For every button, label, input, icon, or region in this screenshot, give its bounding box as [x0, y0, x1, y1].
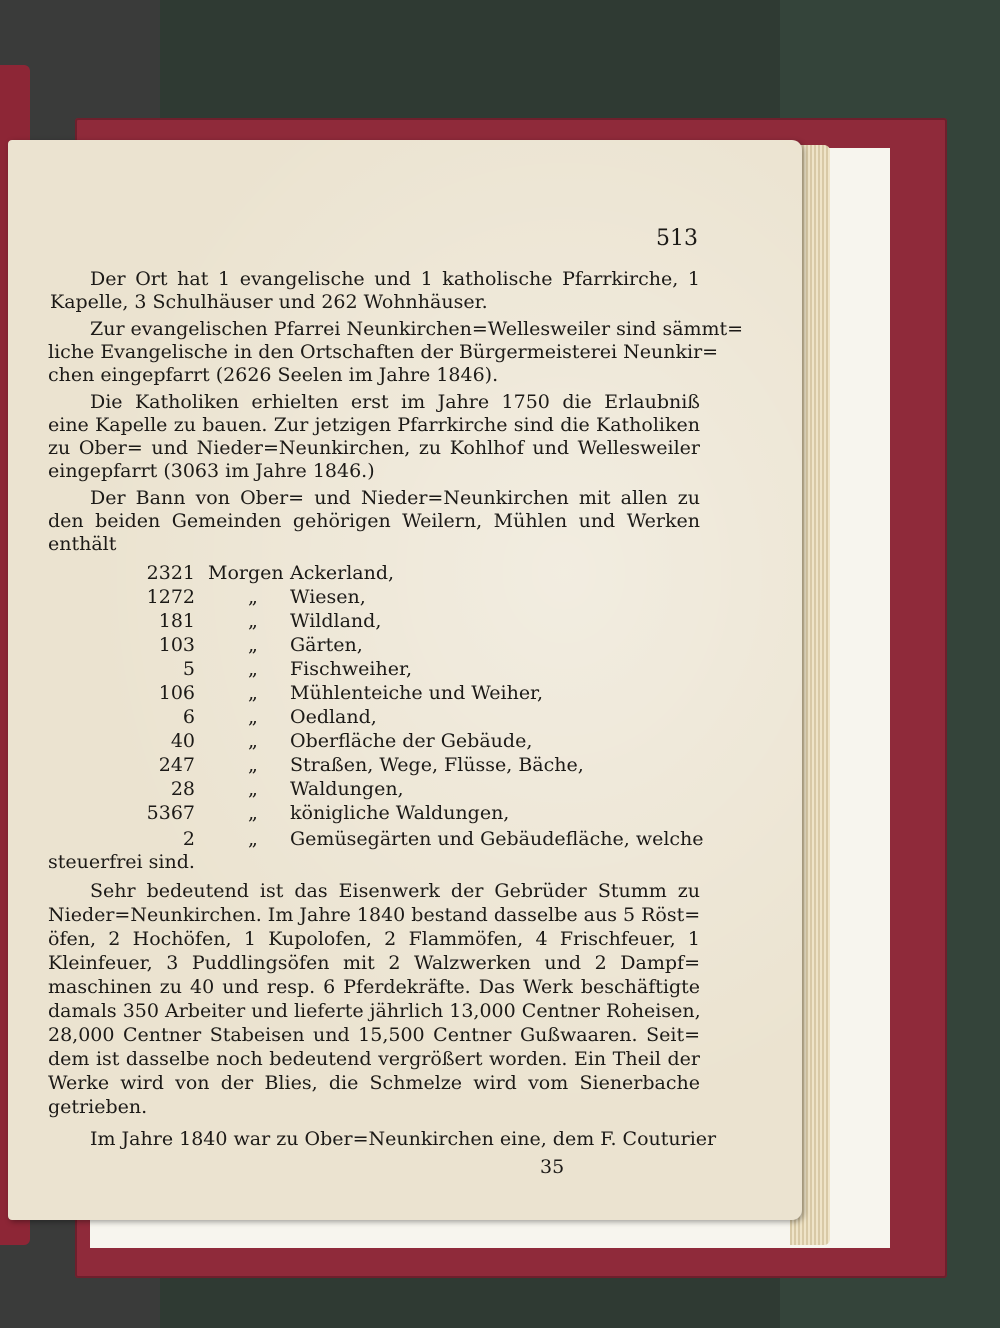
p5-line-2: Nieder=Neunkirchen. Im Jahre 1840 bestand dasselbe aus 5 Röst=	[48, 904, 701, 926]
signature-mark: 35	[540, 1156, 565, 1178]
p3-line-2: eine Kapelle zu bauen. Zur jetzigen Pfarrkirche sind die Katholiken	[48, 414, 700, 436]
land-amount: 2	[182, 828, 195, 850]
land-item: Gemüsegärten und Gebäudefläche, welche	[290, 828, 704, 850]
land-item: königliche Waldungen,	[290, 802, 510, 824]
p5-line-9: Werke wird von der Blies, die Schmelze wird vom Sienerbache	[48, 1072, 700, 1094]
p3-line-4: eingepfarrt (3063 im Jahre 1846.)	[48, 460, 375, 482]
land-item: Waldungen,	[290, 778, 404, 800]
land-amount: 5367	[146, 802, 195, 824]
p4-line-2: den beiden Gemeinden gehörigen Weilern, Mühlen und Werken	[48, 510, 700, 532]
land-unit: „	[248, 730, 258, 752]
p5-line-10: getrieben.	[48, 1096, 148, 1118]
land-unit: „	[248, 754, 258, 776]
land-item: Wiesen,	[290, 586, 366, 608]
land-item: Oberfläche der Gebäude,	[290, 730, 533, 752]
p5-line-8: dem ist dasselbe noch bedeutend vergrößert worden. Ein Theil der	[48, 1048, 700, 1070]
p5-line-3: öfen, 2 Hochöfen, 1 Kupolofen, 2 Flammöfen, 4 Frischfeuer, 1	[48, 928, 700, 950]
land-unit: „	[248, 610, 258, 632]
land-amount: 181	[158, 610, 195, 632]
table-tail: steuerfrei sind.	[48, 851, 195, 873]
land-item: Straßen, Wege, Flüsse, Bäche,	[290, 754, 584, 776]
p5-line-7: 28,000 Centner Stabeisen und 15,500 Centner Gußwaaren. Seit=	[48, 1024, 700, 1046]
land-amount: 5	[182, 658, 195, 680]
land-unit: Morgen	[208, 562, 284, 584]
land-item: Oedland,	[290, 706, 377, 728]
land-item: Ackerland,	[290, 562, 395, 584]
p4-line-1: Der Bann von Ober= und Nieder=Neunkirchen mit allen zu	[90, 487, 700, 509]
land-item: Wildland,	[290, 610, 382, 632]
land-unit: „	[248, 778, 258, 800]
land-unit: „	[248, 802, 258, 824]
page-number: 513	[656, 226, 698, 251]
p4-line-3: enthält	[48, 533, 117, 555]
land-unit: „	[248, 706, 258, 728]
land-amount: 6	[182, 706, 195, 728]
p2-line-3: chen eingepfarrt (2626 Seelen im Jahre 1846).	[48, 364, 499, 386]
p2-line-1: Zur evangelischen Pfarrei Neunkirchen=Wellesweiler sind sämmt=	[90, 318, 744, 340]
land-unit: „	[248, 682, 258, 704]
p5-line-5: maschinen zu 40 und resp. 6 Pferdekräfte. Das Werk beschäftigte	[48, 976, 700, 998]
land-item: Mühlenteiche und Weiher,	[290, 682, 544, 704]
p6-line-1: Im Jahre 1840 war zu Ober=Neunkirchen eine, dem F. Couturier	[90, 1128, 717, 1150]
land-amount: 28	[170, 778, 195, 800]
land-amount: 247	[158, 754, 195, 776]
p1-line-2: Kapelle, 3 Schulhäuser und 262 Wohnhäuser.	[50, 291, 488, 313]
land-item: Gärten,	[290, 634, 363, 656]
p5-line-6: damals 350 Arbeiter und lieferte jährlich 13,000 Centner Roheisen,	[48, 1000, 701, 1022]
p1-line-1: Der Ort hat 1 evangelische und 1 katholische Pfarrkirche, 1	[90, 268, 700, 290]
p2-line-2: liche Evangelische in den Ortschaften der Bürgermeisterei Neunkir=	[48, 341, 719, 363]
land-amount: 1272	[146, 586, 195, 608]
p3-line-1: Die Katholiken erhielten erst im Jahre 1750 die Erlaubniß	[90, 391, 700, 413]
p5-line-1: Sehr bedeutend ist das Eisenwerk der Gebrüder Stumm zu	[90, 880, 700, 902]
land-amount: 2321	[146, 562, 195, 584]
land-item: Fischweiher,	[290, 658, 412, 680]
land-unit: „	[248, 586, 258, 608]
land-amount: 40	[170, 730, 195, 752]
land-amount: 106	[158, 682, 195, 704]
land-unit: „	[248, 634, 258, 656]
land-amount: 103	[158, 634, 195, 656]
p5-line-4: Kleinfeuer, 3 Puddlingsöfen mit 2 Walzwerken und 2 Dampf=	[48, 952, 700, 974]
land-unit: „	[248, 828, 258, 850]
land-unit: „	[248, 658, 258, 680]
p3-line-3: zu Ober= und Nieder=Neunkirchen, zu Kohlhof und Wellesweiler	[48, 437, 700, 459]
